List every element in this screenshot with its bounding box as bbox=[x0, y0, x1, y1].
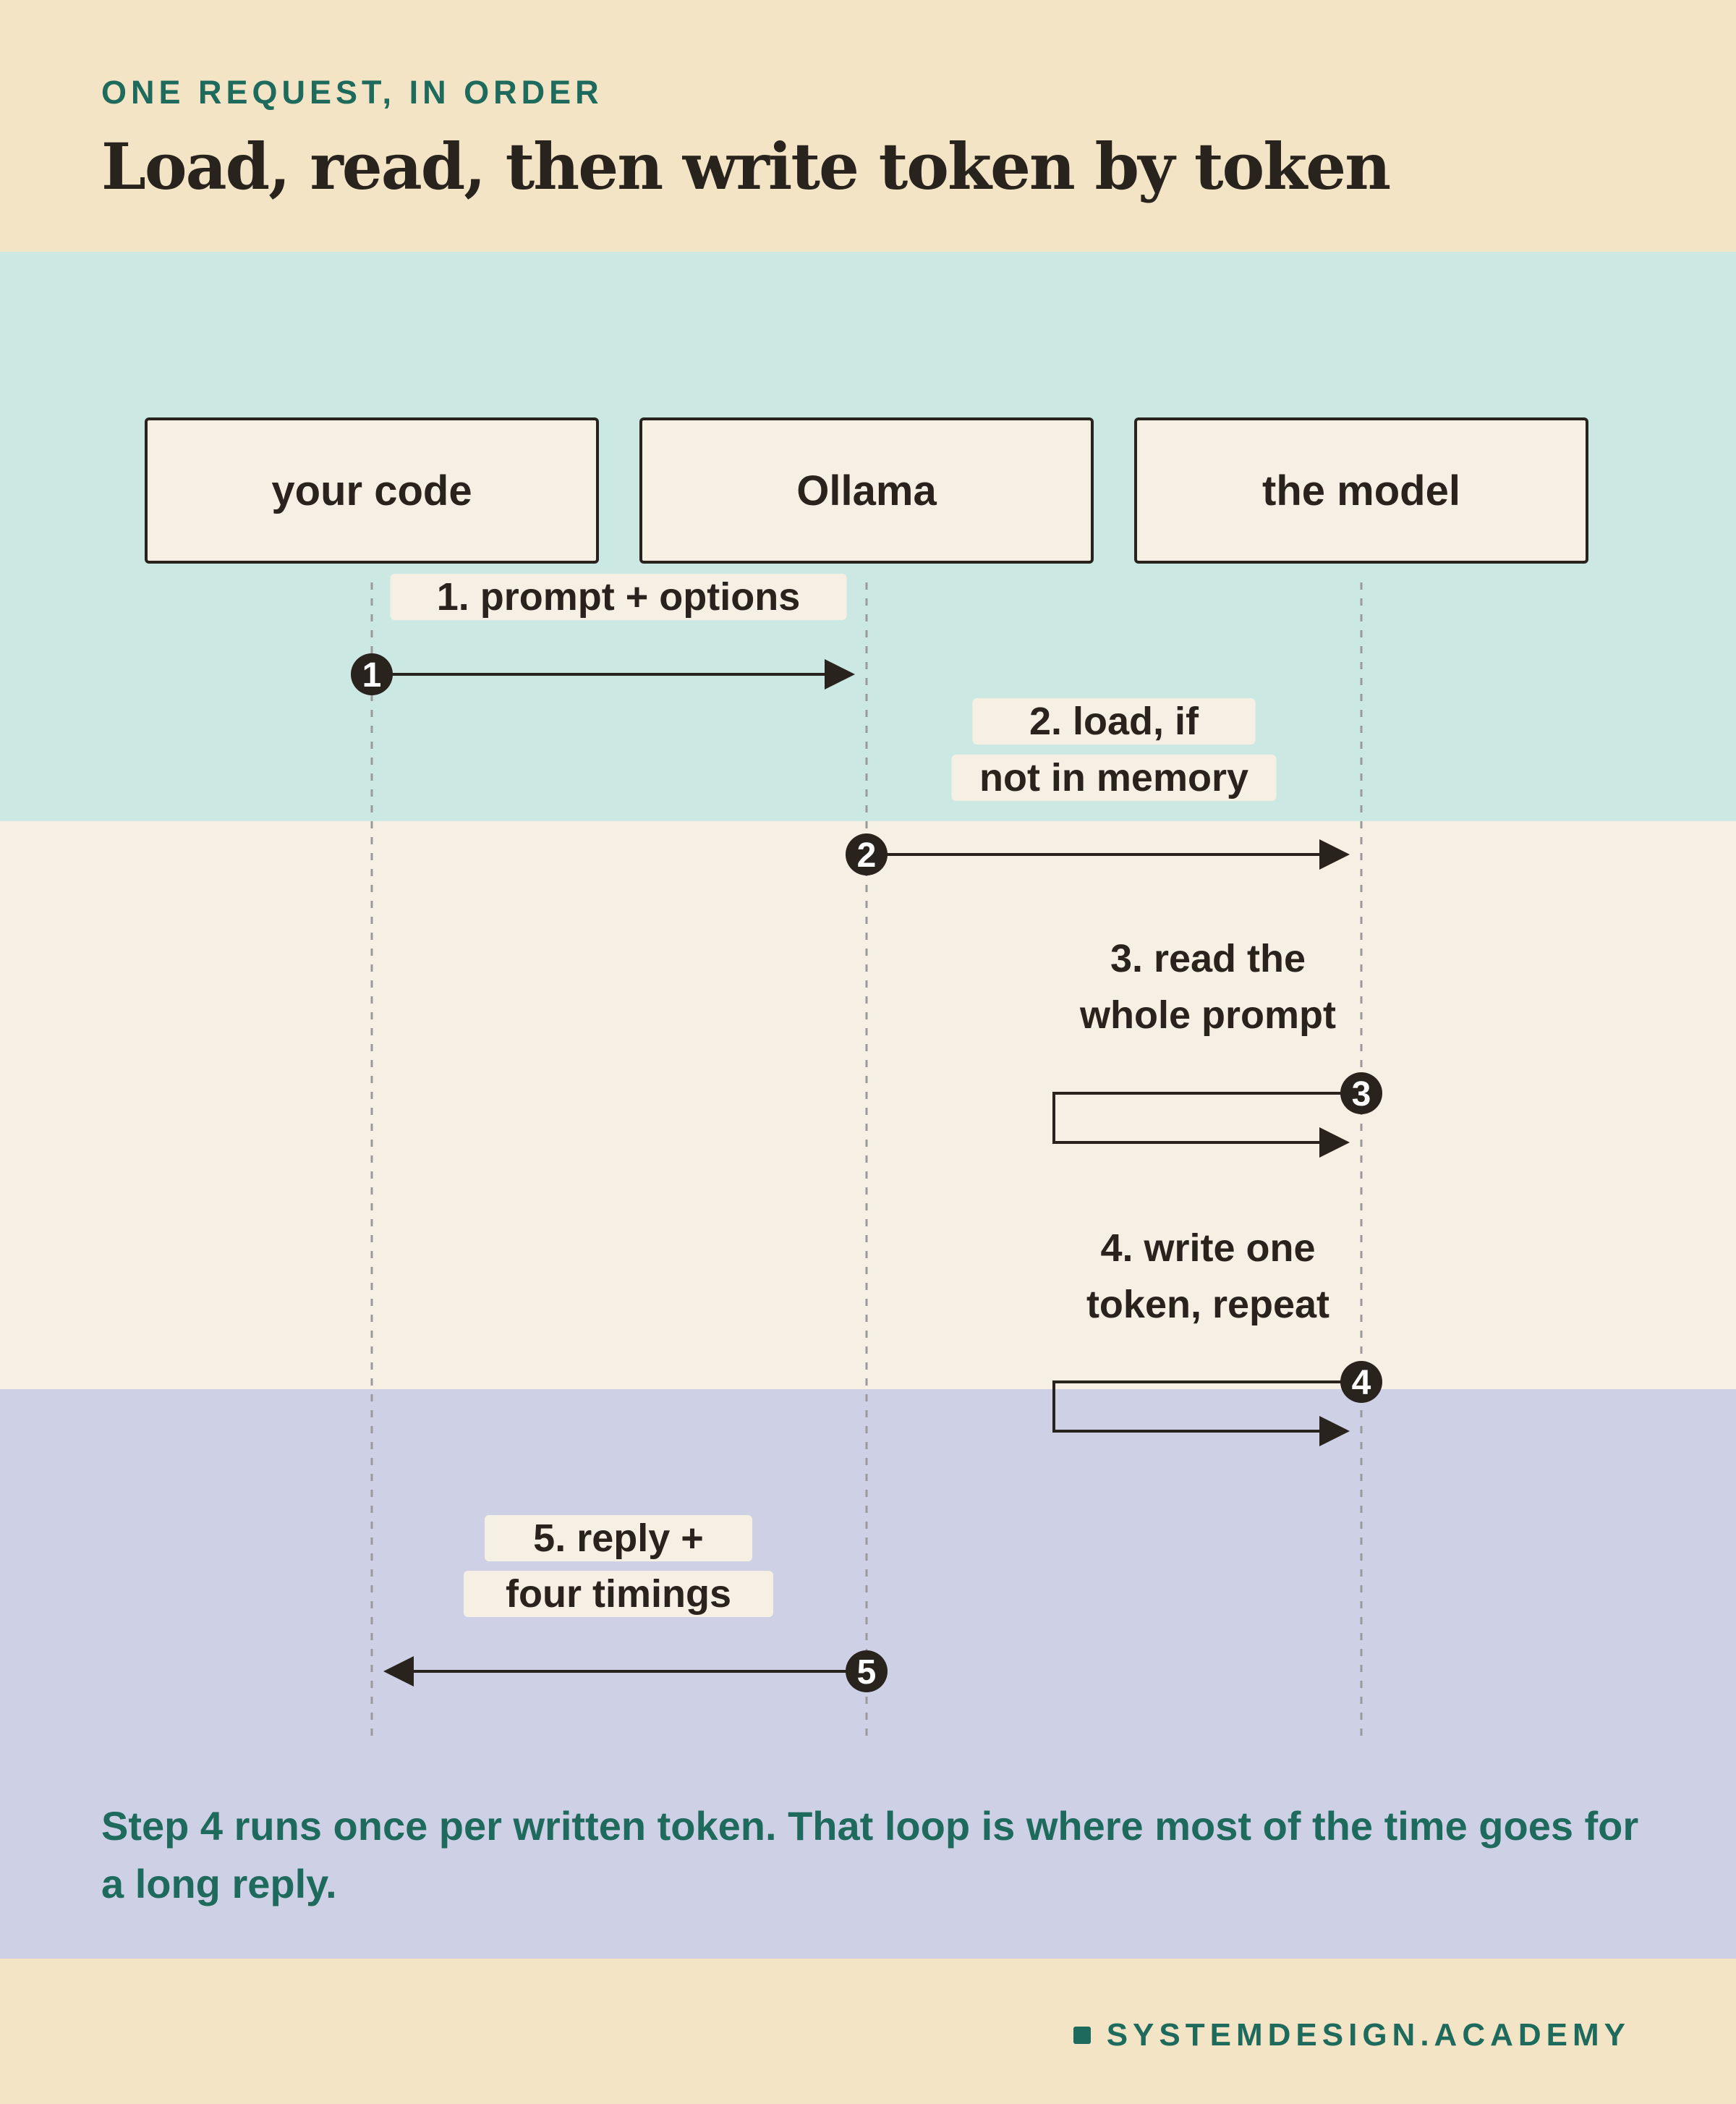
brand-text: SYSTEMDESIGN.ACADEMY bbox=[1106, 2017, 1630, 2053]
page-title: Load, read, then write token by token bbox=[101, 129, 1390, 204]
participant-label: the model bbox=[1262, 467, 1460, 514]
caption: Step 4 runs once per written token. That loop is where most of the time goes for a long reply. bbox=[101, 1803, 1639, 1906]
eyebrow: ONE REQUEST, IN ORDER bbox=[101, 74, 603, 111]
self-loop bbox=[1054, 1093, 1361, 1142]
step-label: not in memory bbox=[979, 756, 1249, 799]
step-2 bbox=[846, 698, 1350, 875]
step-1 bbox=[351, 574, 855, 695]
step-label: 3. read the bbox=[1110, 937, 1306, 980]
arrowhead bbox=[825, 659, 855, 690]
step-label: 4. write one bbox=[1100, 1226, 1316, 1270]
participant-label: your code bbox=[271, 467, 472, 514]
step-label: 2. load, if bbox=[1029, 700, 1199, 743]
arrowhead bbox=[1319, 1416, 1350, 1446]
participant-label: Ollama bbox=[796, 467, 937, 514]
step-5 bbox=[383, 1515, 888, 1692]
step-number: 3 bbox=[1351, 1075, 1371, 1113]
brand-square-icon bbox=[1073, 2027, 1091, 2044]
step-label: token, repeat bbox=[1086, 1283, 1330, 1326]
step-number: 5 bbox=[856, 1653, 877, 1692]
arrowhead bbox=[1319, 1127, 1350, 1158]
step-label: whole prompt bbox=[1080, 993, 1336, 1037]
step-3 bbox=[1054, 937, 1382, 1158]
step-number: 2 bbox=[856, 836, 877, 875]
step-number: 1 bbox=[362, 656, 382, 695]
step-label: four timings bbox=[506, 1572, 731, 1616]
step-label: 5. reply + bbox=[533, 1517, 704, 1560]
brand bbox=[1073, 2017, 1630, 2053]
step-label: 1. prompt + options bbox=[436, 575, 801, 619]
arrowhead bbox=[1319, 839, 1350, 870]
arrowhead bbox=[383, 1656, 414, 1687]
self-loop bbox=[1054, 1382, 1361, 1431]
step-4 bbox=[1054, 1226, 1382, 1446]
step-number: 4 bbox=[1351, 1364, 1371, 1402]
